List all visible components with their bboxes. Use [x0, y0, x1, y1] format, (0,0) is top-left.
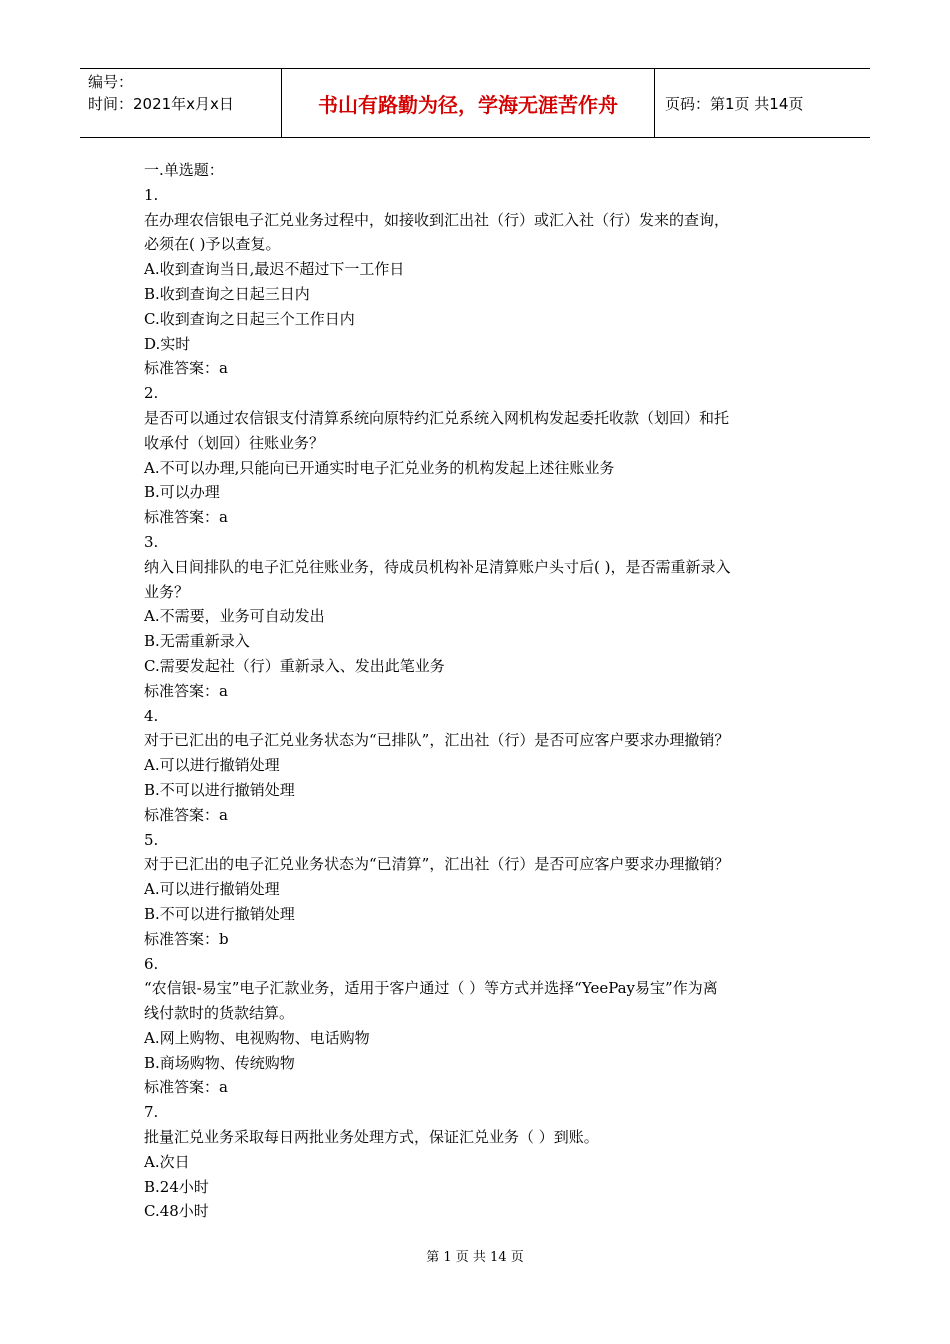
text-line: 标准答案：a	[144, 1078, 228, 1097]
text-line: B.收到查询之日起三日内	[144, 284, 310, 303]
text-line: A.可以进行撤销处理	[144, 880, 280, 899]
text-line: 纳入日间排队的电子汇兑往账业务，待成员机构补足清算账户头寸后( )，是否需重新录入	[144, 557, 731, 576]
text-line: B.商场购物、传统购物	[144, 1053, 295, 1072]
text-line: 在办理农信银电子汇兑业务过程中，如接收到汇出社（行）或汇入社（行）发来的查询，	[144, 210, 730, 229]
text-line: A.网上购物、电视购物、电话购物	[144, 1028, 370, 1047]
text-line: 标准答案：a	[144, 681, 228, 700]
question-content	[144, 158, 814, 1224]
text-line: 标准答案：b	[144, 929, 229, 948]
text-line: A.次日	[144, 1152, 190, 1171]
text-line: 一.单选题：	[144, 161, 224, 179]
text-line: 是否可以通过农信银支付清算系统向原特约汇兑系统入网机构发起委托收款（划回）和托	[144, 408, 730, 427]
text-line: B.不可以进行撤销处理	[144, 780, 295, 799]
header-motto: 书山有路勤为径，学海无涯苦作舟	[282, 69, 655, 137]
text-line: 业务？	[144, 582, 190, 601]
text-line: B.无需重新录入	[144, 632, 250, 651]
time-label: 时间：2021年x月x日	[88, 95, 234, 113]
text-line: 2.	[144, 384, 159, 403]
header-page-info: 页码：第1页 共14页	[665, 94, 804, 113]
text-line: C.需要发起社（行）重新录入、发出此笔业务	[144, 656, 445, 675]
text-line: 对于已汇出的电子汇兑业务状态为“已清算”，汇出社（行）是否可应客户要求办理撤销？	[144, 855, 730, 874]
text-line: 收承付（划回）往账业务？	[144, 433, 325, 452]
text-line: 标准答案：a	[144, 805, 228, 824]
text-line: A.不需要，业务可自动发出	[144, 607, 325, 626]
text-line: C.48小时	[144, 1202, 209, 1221]
text-line: “农信银-易宝”电子汇款业务，适用于客户通过（ ）等方式并选择“YeePay易宝”作为离	[144, 979, 718, 998]
text-line: A.收到查询当日,最迟不超过下一工作日	[144, 260, 405, 279]
text-line: 批量汇兑业务采取每日两批业务处理方式，保证汇兑业务（ ）到账。	[144, 1128, 599, 1147]
text-line: D.实时	[144, 334, 191, 353]
text-line: 标准答案：a	[144, 508, 228, 527]
text-line: 对于已汇出的电子汇兑业务状态为“已排队”，汇出社（行）是否可应客户要求办理撤销？	[144, 731, 730, 750]
text-line: B.24小时	[144, 1177, 209, 1196]
number-label: 编号：	[88, 73, 134, 91]
text-line: 4.	[144, 706, 159, 725]
page-footer: 第 1 页 共 14 页	[426, 1250, 524, 1265]
text-line: A.不可以办理,只能向已开通实时电子汇兑业务的机构发起上述往账业务	[144, 458, 615, 477]
text-line: 5.	[144, 830, 159, 849]
text-line: B.可以办理	[144, 483, 220, 502]
text-line: A.可以进行撤销处理	[144, 756, 280, 775]
text-line: 线付款时的货款结算。	[144, 1004, 295, 1023]
text-line: B.不可以进行撤销处理	[144, 904, 295, 923]
text-line: 1.	[144, 185, 159, 204]
text-line: 3.	[144, 532, 159, 551]
header-meta	[80, 69, 282, 137]
text-line: 标准答案：a	[144, 359, 228, 378]
text-line: 7.	[144, 1103, 159, 1122]
page-header	[80, 68, 870, 138]
text-line: C.收到查询之日起三个工作日内	[144, 309, 355, 328]
text-line: 必须在( )予以查复。	[144, 235, 281, 254]
text-line: 6.	[144, 954, 159, 973]
